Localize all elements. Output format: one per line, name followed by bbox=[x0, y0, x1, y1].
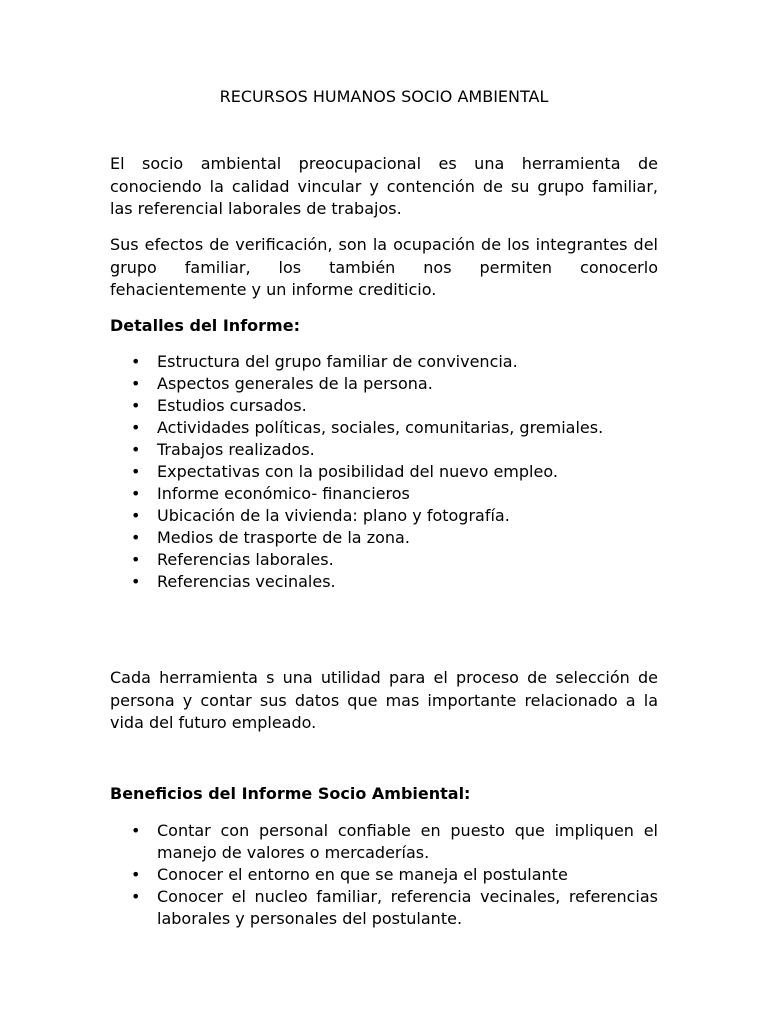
list-item bbox=[110, 351, 658, 373]
bullet-icon: • bbox=[131, 528, 141, 547]
list-item-text: Referencias vecinales. bbox=[157, 572, 336, 591]
list-item bbox=[110, 417, 658, 439]
intro-paragraph-2: Sus efectos de verificación, son la ocupación de los integrantes del grupo familiar, los también nos permiten conocerlo fehacientemente y un informe crediticio. bbox=[110, 235, 658, 299]
list-item bbox=[110, 461, 658, 483]
details-heading: Detalles del Informe: bbox=[110, 316, 300, 335]
bullet-icon: • bbox=[131, 418, 141, 437]
list-item-text: Informe económico- financieros bbox=[157, 484, 410, 503]
document-title: RECURSOS HUMANOS SOCIO AMBIENTAL bbox=[219, 87, 549, 106]
list-item bbox=[110, 395, 658, 417]
bullet-icon: • bbox=[131, 887, 141, 906]
list-item-text: Contar con personal confiable en puesto que impliquen el manejo de valores o mercaderías. bbox=[157, 821, 658, 862]
bullet-icon: • bbox=[131, 572, 141, 591]
list-item bbox=[110, 439, 658, 461]
list-item bbox=[110, 527, 658, 549]
list-item bbox=[110, 820, 658, 864]
intro-paragraph-1: El socio ambiental preocupacional es una herramienta de conociendo la calidad vincular y contención de su grupo familiar, las referencial laborales de trabajos. bbox=[110, 154, 658, 218]
list-item-text: Aspectos generales de la persona. bbox=[157, 374, 433, 393]
list-item-text: Conocer el nucleo familiar, referencia vecinales, referencias laborales y personales del postulante. bbox=[157, 887, 658, 928]
details-list bbox=[110, 351, 658, 593]
list-item-text: Trabajos realizados. bbox=[157, 440, 315, 459]
bullet-icon: • bbox=[131, 462, 141, 481]
list-item-text: Expectativas con la posibilidad del nuevo empleo. bbox=[157, 462, 558, 481]
list-item bbox=[110, 886, 658, 930]
bullet-icon: • bbox=[131, 352, 141, 371]
list-item-text: Conocer el entorno en que se maneja el postulante bbox=[157, 865, 568, 884]
list-item-text: Estudios cursados. bbox=[157, 396, 307, 415]
list-item-text: Ubicación de la vivienda: plano y fotografía. bbox=[157, 506, 510, 525]
closing-paragraph: Cada herramienta s una utilidad para el proceso de selección de persona y contar sus datos que mas importante relacionado a la vida del futuro empleado. bbox=[110, 668, 658, 732]
list-item-text: Medios de trasporte de la zona. bbox=[157, 528, 410, 547]
list-item-text: Estructura del grupo familiar de convivencia. bbox=[157, 352, 518, 371]
bullet-icon: • bbox=[131, 440, 141, 459]
bullet-icon: • bbox=[131, 396, 141, 415]
bullet-icon: • bbox=[131, 550, 141, 569]
bullet-icon: • bbox=[131, 374, 141, 393]
list-item bbox=[110, 505, 658, 527]
list-item bbox=[110, 864, 658, 886]
list-item bbox=[110, 483, 658, 505]
list-item bbox=[110, 549, 658, 571]
bullet-icon: • bbox=[131, 821, 141, 840]
bullet-icon: • bbox=[131, 865, 141, 884]
bullet-icon: • bbox=[131, 506, 141, 525]
list-item bbox=[110, 373, 658, 395]
benefits-heading: Beneficios del Informe Socio Ambiental: bbox=[110, 784, 471, 803]
list-item-text: Actividades políticas, sociales, comunitarias, gremiales. bbox=[157, 418, 604, 437]
list-item-text: Referencias laborales. bbox=[157, 550, 334, 569]
benefits-list bbox=[110, 820, 658, 930]
bullet-icon: • bbox=[131, 484, 141, 503]
list-item bbox=[110, 571, 658, 593]
